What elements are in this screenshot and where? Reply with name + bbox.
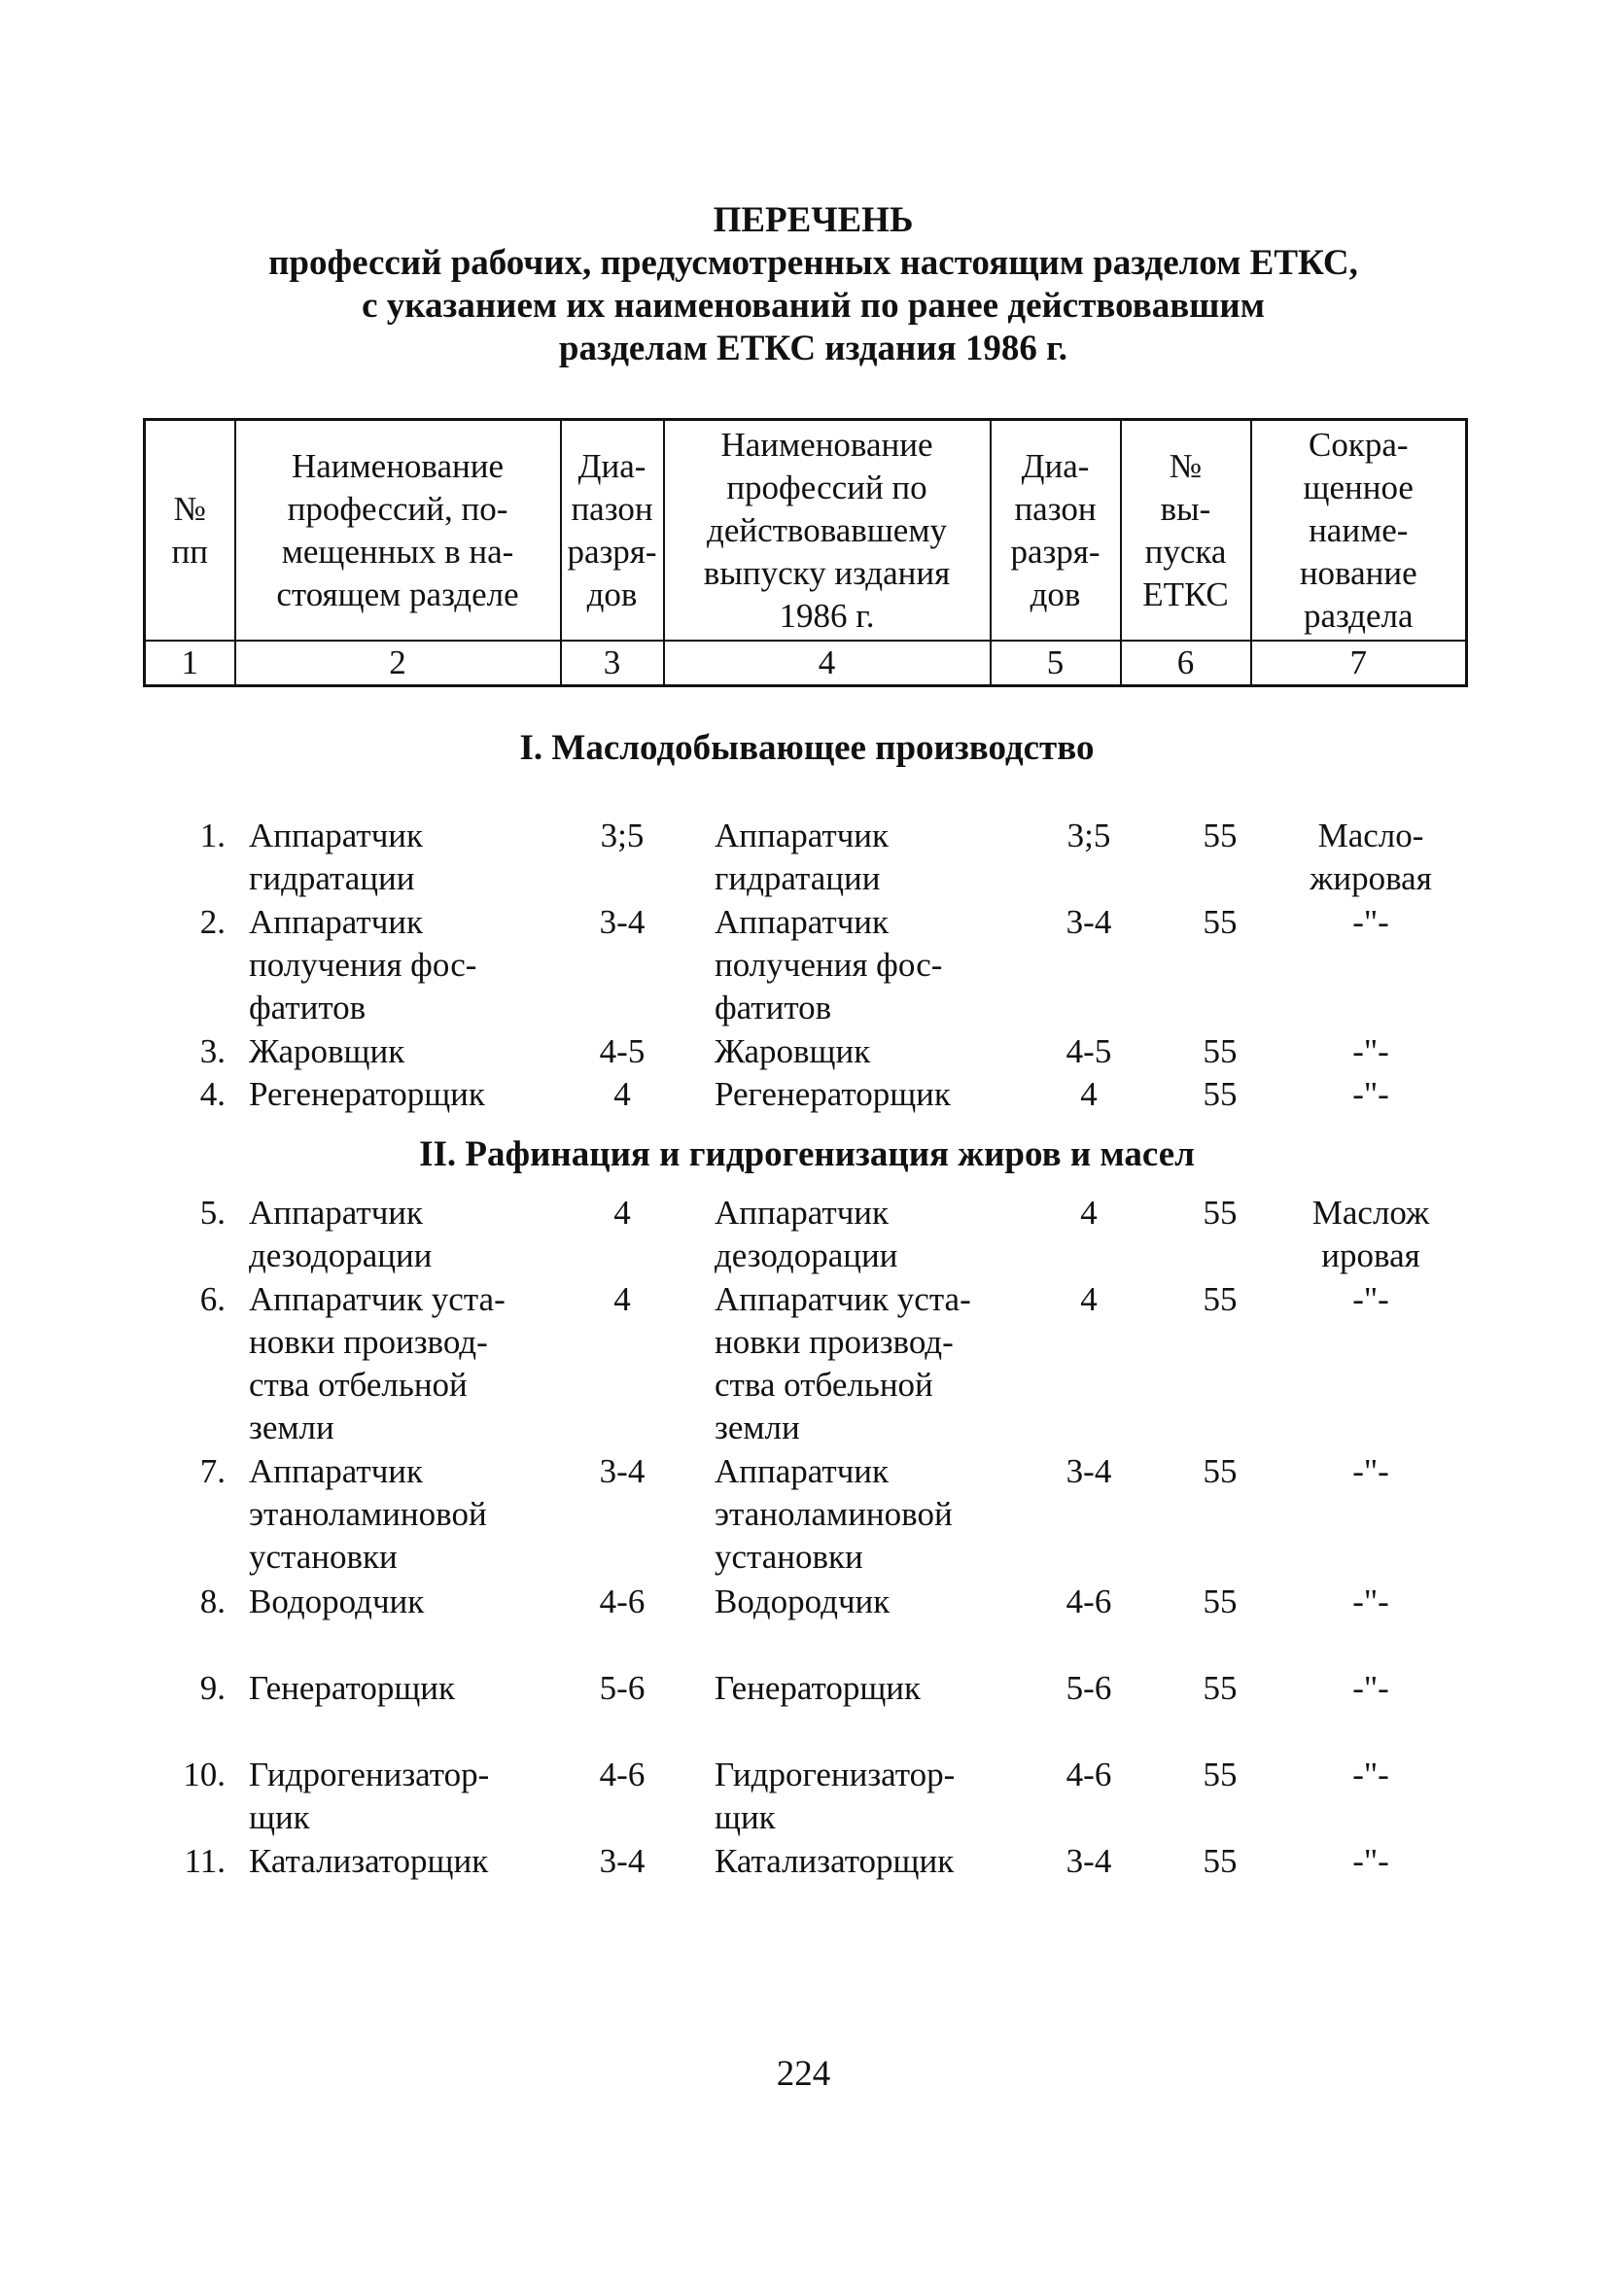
col-number: 6 — [1121, 641, 1251, 686]
profession-name: Аппаратчик гидратации — [249, 817, 424, 897]
row-number: 4. — [199, 1075, 226, 1113]
issue-number: 55 — [1203, 1756, 1238, 1793]
issue-number: 55 — [1203, 1452, 1238, 1490]
section-short-name: -"- — [1352, 1280, 1389, 1318]
grade-range: 3-4 — [599, 903, 646, 941]
row-number: 8. — [199, 1583, 226, 1620]
grade-range: 4 — [613, 1194, 631, 1232]
row-number: 1. — [199, 817, 226, 854]
issue-number: 55 — [1203, 1583, 1238, 1620]
section-short-name: -"- — [1352, 1669, 1389, 1707]
old-grade-range: 4-6 — [1066, 1583, 1112, 1620]
old-profession-name: Генераторщик — [715, 1669, 922, 1707]
col-header-range: Диа- пазон разря- дов — [561, 420, 664, 642]
row-number: 3. — [199, 1032, 226, 1070]
col-header-issue: № вы- пуска ЕТКС — [1121, 420, 1251, 642]
section-short-name: -"- — [1352, 1032, 1389, 1070]
old-grade-range: 4-5 — [1066, 1032, 1112, 1070]
old-grade-range: 3-4 — [1066, 1452, 1112, 1490]
header-table — [143, 418, 1468, 687]
profession-name: Аппаратчик уста- новки производ- ства отбельной земли — [249, 1280, 506, 1446]
old-profession-name: Регенераторщик — [715, 1075, 951, 1113]
row-number: 6. — [199, 1280, 226, 1318]
grade-range: 4-6 — [599, 1583, 646, 1620]
section-title: II. Рафинация и гидрогенизация жиров и масел — [419, 1134, 1195, 1174]
old-grade-range: 5-6 — [1066, 1669, 1112, 1707]
col-header-profession: Наименование профессий, по- мещенных в на- стоящем разделе — [235, 420, 561, 642]
section-short-name: Масло- жировая — [1310, 817, 1432, 897]
old-profession-name: Аппаратчик уста- новки производ- ства отбельной земли — [715, 1280, 971, 1446]
issue-number: 55 — [1203, 1032, 1238, 1070]
section-title: I. Маслодобывающее производство — [519, 728, 1095, 768]
section-short-name: -"- — [1352, 1583, 1389, 1620]
section-short-name: -"- — [1352, 903, 1389, 941]
issue-number: 55 — [1203, 1280, 1238, 1318]
profession-name: Гидрогенизатор- щик — [249, 1756, 490, 1836]
title-line-4: разделам ЕТКС издания 1986 г. — [558, 329, 1068, 368]
old-grade-range: 3;5 — [1066, 817, 1111, 854]
col-header-section: Сокра- щенное наиме- нование раздела — [1251, 420, 1467, 642]
header-row — [145, 420, 1467, 642]
col-number: 3 — [561, 641, 664, 686]
profession-name: Регенераторщик — [249, 1075, 485, 1113]
old-profession-name: Аппаратчик этаноламиновой установки — [715, 1452, 953, 1576]
row-number: 5. — [199, 1194, 226, 1232]
row-number: 7. — [199, 1452, 226, 1490]
profession-name: Катализаторщик — [249, 1842, 489, 1880]
issue-number: 55 — [1203, 817, 1238, 854]
old-profession-name: Аппаратчик гидратации — [715, 817, 890, 897]
old-grade-range: 3-4 — [1066, 1842, 1112, 1880]
old-grade-range: 4-6 — [1066, 1756, 1112, 1793]
profession-name: Водородчик — [249, 1583, 425, 1620]
document-title — [146, 199, 1481, 370]
section-short-name: Маслож ировая — [1311, 1194, 1430, 1274]
col-header-old-range: Диа- пазон разря- дов — [991, 420, 1121, 642]
grade-range: 4-6 — [599, 1756, 646, 1793]
issue-number: 55 — [1203, 1194, 1238, 1232]
title-line-2: профессий рабочих, предусмотренных настоящим разделом ЕТКС, — [268, 243, 1358, 283]
grade-range: 5-6 — [599, 1669, 646, 1707]
grade-range: 4-5 — [599, 1032, 646, 1070]
grade-range: 3-4 — [599, 1452, 646, 1490]
col-number: 7 — [1251, 641, 1467, 686]
col-header-old-profession: Наименование профессий по действовавшему выпуску издания 1986 г. — [664, 420, 991, 642]
old-profession-name: Гидрогенизатор- щик — [715, 1756, 956, 1836]
title-line-1: ПЕРЕЧЕНЬ — [713, 200, 914, 240]
col-number: 2 — [235, 641, 561, 686]
profession-name: Аппаратчик дезодорации — [249, 1194, 433, 1274]
profession-name: Аппаратчик этаноламиновой установки — [249, 1452, 487, 1576]
old-profession-name: Катализаторщик — [715, 1842, 955, 1880]
old-grade-range: 3-4 — [1066, 903, 1112, 941]
issue-number: 55 — [1203, 1842, 1238, 1880]
old-profession-name: Аппаратчик получения фос- фатитов — [715, 903, 943, 1026]
section-short-name: -"- — [1352, 1842, 1389, 1880]
issue-number: 55 — [1203, 1669, 1238, 1707]
old-profession-name: Аппаратчик дезодорации — [715, 1194, 898, 1274]
row-number: 9. — [199, 1669, 226, 1707]
row-number: 10. — [183, 1756, 226, 1793]
col-number: 1 — [145, 641, 235, 686]
profession-name: Аппаратчик получения фос- фатитов — [249, 903, 477, 1026]
profession-name: Генераторщик — [249, 1669, 456, 1707]
grade-range: 4 — [613, 1075, 631, 1113]
page-number: 224 — [776, 2054, 831, 2094]
issue-number: 55 — [1203, 903, 1238, 941]
title-line-3: с указанием их наименований по ранее действовавшим — [362, 286, 1265, 326]
section-short-name: -"- — [1352, 1756, 1389, 1793]
profession-name: Жаровщик — [249, 1032, 405, 1070]
old-profession-name: Жаровщик — [715, 1032, 871, 1070]
grade-range: 3-4 — [599, 1842, 646, 1880]
col-number: 4 — [664, 641, 991, 686]
col-number: 5 — [991, 641, 1121, 686]
row-number: 11. — [184, 1842, 226, 1880]
section-short-name: -"- — [1352, 1075, 1389, 1113]
old-grade-range: 4 — [1080, 1280, 1098, 1318]
old-grade-range: 4 — [1080, 1194, 1098, 1232]
header-number-row — [145, 641, 1467, 686]
issue-number: 55 — [1203, 1075, 1238, 1113]
old-profession-name: Водородчик — [715, 1583, 891, 1620]
grade-range: 4 — [613, 1280, 631, 1318]
row-number: 2. — [199, 903, 226, 941]
section-short-name: -"- — [1352, 1452, 1389, 1490]
col-header-number: № пп — [145, 420, 235, 642]
old-grade-range: 4 — [1080, 1075, 1098, 1113]
grade-range: 3;5 — [600, 817, 645, 854]
